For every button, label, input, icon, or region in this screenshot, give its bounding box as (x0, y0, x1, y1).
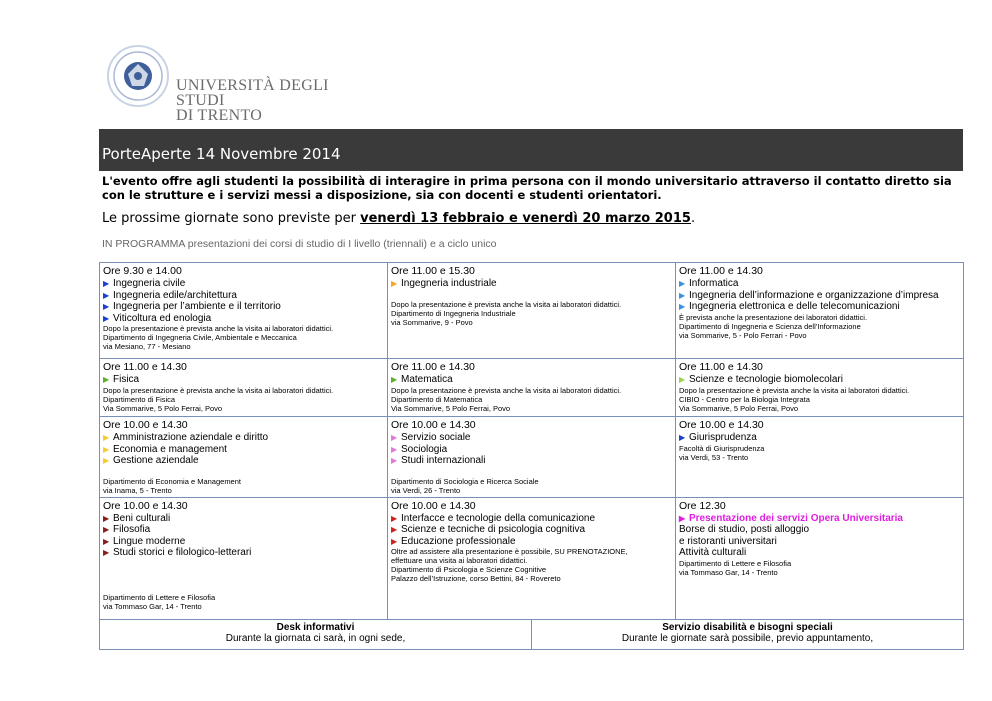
cell-note: via Inama, 5 - Trento (103, 485, 172, 495)
course-item[interactable]: ▶ Fisica (103, 374, 140, 385)
triangle-right-icon: ▶ (679, 290, 686, 300)
session-time: Ore 11.00 e 14.30 (679, 361, 763, 373)
cell-note: via Tommaso Gar, 14 - Trento (679, 567, 778, 577)
course-item[interactable]: ▶ Gestione aziendale (103, 455, 199, 466)
university-name-line1: UNIVERSITÀ DEGLI STUDI (176, 77, 329, 109)
course-item[interactable]: ▶ Scienze e tecnologie biomolecolari (679, 374, 843, 385)
triangle-right-icon: ▶ (103, 313, 110, 323)
opera-universitaria-link[interactable]: ▶ Presentazione dei servizi Opera Universitaria (679, 512, 903, 524)
university-seal-icon (106, 44, 170, 108)
course-item[interactable]: ▶ Viticoltura ed enologia (103, 312, 212, 324)
course-item[interactable]: ▶ Studi internazionali (391, 455, 486, 466)
cell-note: via Tommaso Gar, 14 - Trento (103, 601, 202, 611)
triangle-right-icon: ▶ (103, 302, 110, 311)
course-item[interactable]: ▶ Informatica (679, 278, 739, 289)
cell-note: Via Sommarive, 5 Polo Ferrai, Povo (103, 403, 223, 413)
cell-note: CIBIO - Centro per la Biologia Integrata (679, 394, 810, 404)
desk-informativi-title: Desk informativi (276, 621, 355, 633)
schedule-cell-ingegneria-civile (100, 263, 388, 359)
cell-note: Dopo la presentazione è prevista anche la visita ai laboratori didattici. (679, 385, 910, 395)
cell-note: Dipartimento di Lettere e Filosofia (103, 592, 216, 602)
service-item: Borse di studio, posti alloggio (679, 524, 810, 535)
session-time: Ore 10.00 e 14.30 (391, 419, 476, 431)
course-item[interactable]: ▶ Matematica (391, 374, 453, 385)
cell-note: via Verdi, 26 - Trento (391, 485, 461, 495)
cell-note: Via Sommarive, 5 Polo Ferrai, Povo (679, 403, 799, 413)
schedule-row (100, 497, 964, 619)
schedule-cell-economia (100, 417, 388, 498)
servizio-disabilita-text: Durante le giornate sarà possibile, previo appuntamento, (621, 633, 874, 644)
university-logo (106, 44, 366, 124)
triangle-right-icon: ▶ (103, 290, 110, 300)
schedule-row (100, 263, 964, 359)
triangle-right-icon: ▶ (103, 444, 110, 454)
schedule-cell-biomolecolari (676, 359, 964, 417)
triangle-right-icon: ▶ (103, 456, 110, 465)
triangle-right-icon: ▶ (391, 456, 398, 465)
cell-note: Via Sommarive, 5 Polo Ferrai, Povo (391, 403, 511, 413)
triangle-right-icon: ▶ (391, 525, 398, 534)
session-time: Ore 11.00 e 14.30 (679, 265, 763, 277)
course-item[interactable]: ▶ Studi storici e filologico-letterari (103, 547, 252, 558)
triangle-right-icon: ▶ (103, 279, 110, 288)
course-item[interactable]: ▶ Educazione professionale (391, 535, 516, 547)
cell-note: via Sommarive, 5 - Polo Ferrari - Povo (679, 330, 807, 340)
triangle-right-icon: ▶ (103, 513, 110, 523)
course-item[interactable]: ▶ Ingegneria civile (103, 278, 186, 289)
schedule-table (99, 262, 964, 620)
service-item: Attività culturali (679, 547, 747, 558)
session-time: Ore 11.00 e 14.30 (103, 361, 187, 373)
session-time: Ore 10.00 e 14.30 (103, 499, 188, 512)
triangle-right-icon: ▶ (391, 536, 398, 546)
triangle-right-icon: ▶ (679, 302, 686, 311)
cell-note: Dopo la presentazione è prevista anche la visita ai laboratori didattici. (103, 324, 334, 333)
next-days-prefix: Le prossime giornate sono previste per (102, 211, 361, 226)
servizio-disabilita-title: Servizio disabilità e bisogni speciali (662, 621, 833, 633)
cell-note: Dipartimento di Ingegneria e Scienza dell’Informazione (679, 321, 861, 331)
cell-note: Dipartimento di Economia e Management (103, 476, 241, 486)
schedule-cell-opera-universitaria (676, 497, 964, 619)
triangle-right-icon: ▶ (103, 375, 110, 384)
schedule-cell-lettere (100, 497, 388, 619)
session-time: Ore 9.30 e 14.00 (103, 265, 182, 277)
schedule-cell-sociologia (388, 417, 676, 498)
triangle-right-icon: ▶ (679, 513, 686, 523)
schedule-cell-matematica (388, 359, 676, 417)
services-table (99, 619, 964, 650)
triangle-right-icon: ▶ (103, 548, 110, 557)
course-item[interactable]: ▶ Ingegneria per l’ambiente e il territorio (103, 301, 281, 312)
next-days-line (102, 211, 962, 226)
page-title-bar (99, 129, 963, 171)
session-time: Ore 11.00 e 15.30 (391, 265, 475, 277)
desk-informativi-text: Durante la giornata ci sarà, in ogni sede, (225, 633, 406, 644)
page-title: PorteAperte 14 Novembre 2014 (102, 145, 341, 163)
triangle-right-icon: ▶ (103, 433, 110, 442)
schedule-cell-informatica (676, 263, 964, 359)
cell-note: via Sommarive, 9 - Povo (391, 317, 473, 327)
cell-note: Dopo la presentazione è prevista anche la visita ai laboratori didattici. (391, 385, 622, 395)
intro-text: L'evento offre agli studenti la possibilità di interagire in prima persona con il mondo universitario attraverso il contatto diretto sia con le strutture e i servizi messi a disposizione, sia con docenti e studenti orientatori. (102, 174, 952, 202)
schedule-row (100, 359, 964, 417)
triangle-right-icon: ▶ (679, 433, 686, 442)
session-time: Ore 11.00 e 14.30 (391, 361, 475, 373)
course-item[interactable]: ▶ Ingegneria industriale (391, 278, 497, 289)
cell-note: Dipartimento di Psicologia e Scienze Cognitive (391, 565, 547, 574)
course-item[interactable]: ▶ Ingegneria edile/architettura (103, 289, 237, 301)
schedule-cell-giurisprudenza (676, 417, 964, 498)
cell-note: Palazzo dell’Istruzione, corso Bettini, 84 - Rovereto (391, 574, 561, 583)
cell-note: Dipartimento di Ingegneria Industriale (391, 308, 516, 318)
cell-note: Dipartimento di Sociologia e Ricerca Sociale (391, 476, 539, 486)
cell-note: Oltre ad assistere alla presentazione è possibile, SU PRENOTAZIONE, (391, 547, 628, 556)
cell-note: Facoltà di Giurisprudenza (679, 443, 765, 453)
course-item[interactable]: ▶ Sociologia (391, 443, 448, 455)
cell-note: via Verdi, 53 - Trento (679, 452, 749, 462)
session-time: Ore 10.00 e 14.30 (391, 499, 476, 512)
course-item[interactable]: ▶ Servizio sociale (391, 432, 471, 443)
cell-note: via Mesiano, 77 - Mesiano (103, 342, 191, 351)
cell-note: Dopo la presentazione è prevista anche la visita ai laboratori didattici. (103, 385, 334, 395)
service-item: e ristoranti universitari (679, 535, 777, 547)
course-item[interactable]: ▶ Scienze e tecniche di psicologia cognitiva (391, 524, 585, 535)
schedule-row (100, 417, 964, 498)
schedule-cell-ingegneria-industriale (388, 263, 676, 359)
cell-note: È prevista anche la presentazione dei laboratori didattici. (679, 312, 868, 322)
servizio-disabilita-cell (532, 619, 964, 649)
university-name (176, 78, 366, 123)
services-row (100, 619, 964, 649)
schedule-cell-fisica (100, 359, 388, 417)
session-time: Ore 10.00 e 14.30 (103, 419, 188, 431)
next-days-dates: venerdì 13 febbraio e venerdì 20 marzo 2015 (360, 211, 691, 226)
triangle-right-icon: ▶ (391, 513, 398, 523)
triangle-right-icon: ▶ (391, 433, 398, 442)
cell-note: Dipartimento di Lettere e Filosofia (679, 558, 792, 568)
course-item[interactable]: ▶ Beni culturali (103, 512, 171, 524)
programma-label: IN PROGRAMMA presentazioni dei corsi di studio di I livello (triennali) e a ciclo unico (102, 238, 497, 250)
triangle-right-icon: ▶ (391, 375, 398, 384)
course-item[interactable]: ▶ Interfacce e tecnologie della comunicazione (391, 512, 596, 524)
session-time: Ore 12.30 (679, 499, 726, 512)
triangle-right-icon: ▶ (391, 444, 398, 454)
next-days-suffix: . (690, 211, 696, 226)
triangle-right-icon: ▶ (391, 279, 398, 288)
schedule-grid (99, 262, 963, 650)
course-item[interactable]: ▶ Economia e management (103, 443, 227, 455)
course-item[interactable]: ▶ Amministrazione aziendale e diritto (103, 432, 269, 443)
course-item[interactable]: ▶ Filosofia (103, 524, 151, 535)
cell-note: Dipartimento di Matematica (391, 394, 483, 404)
triangle-right-icon: ▶ (679, 279, 686, 288)
cell-note: Dopo la presentazione è prevista anche la visita ai laboratori didattici. (391, 299, 622, 309)
course-item[interactable]: ▶ Lingue moderne (103, 535, 186, 547)
course-item[interactable]: ▶ Ingegneria dell’informazione e organizzazione d’impresa (679, 289, 939, 301)
course-item[interactable]: ▶ Giurisprudenza (679, 432, 757, 443)
triangle-right-icon: ▶ (679, 375, 686, 384)
triangle-right-icon: ▶ (103, 536, 110, 546)
desk-informativi-cell (100, 619, 532, 649)
session-time: Ore 10.00 e 14.30 (679, 419, 764, 431)
cell-note: effettuare una visita ai laboratori didattici. (391, 556, 528, 565)
course-item[interactable]: ▶ Ingegneria elettronica e delle telecomunicazioni (679, 301, 900, 312)
triangle-right-icon: ▶ (103, 525, 110, 534)
schedule-cell-psicologia (388, 497, 676, 619)
university-name-line2: DI TRENTO (176, 107, 263, 124)
cell-note: Dipartimento di Ingegneria Civile, Ambientale e Meccanica (103, 333, 297, 342)
cell-note: Dipartimento di Fisica (103, 394, 176, 404)
